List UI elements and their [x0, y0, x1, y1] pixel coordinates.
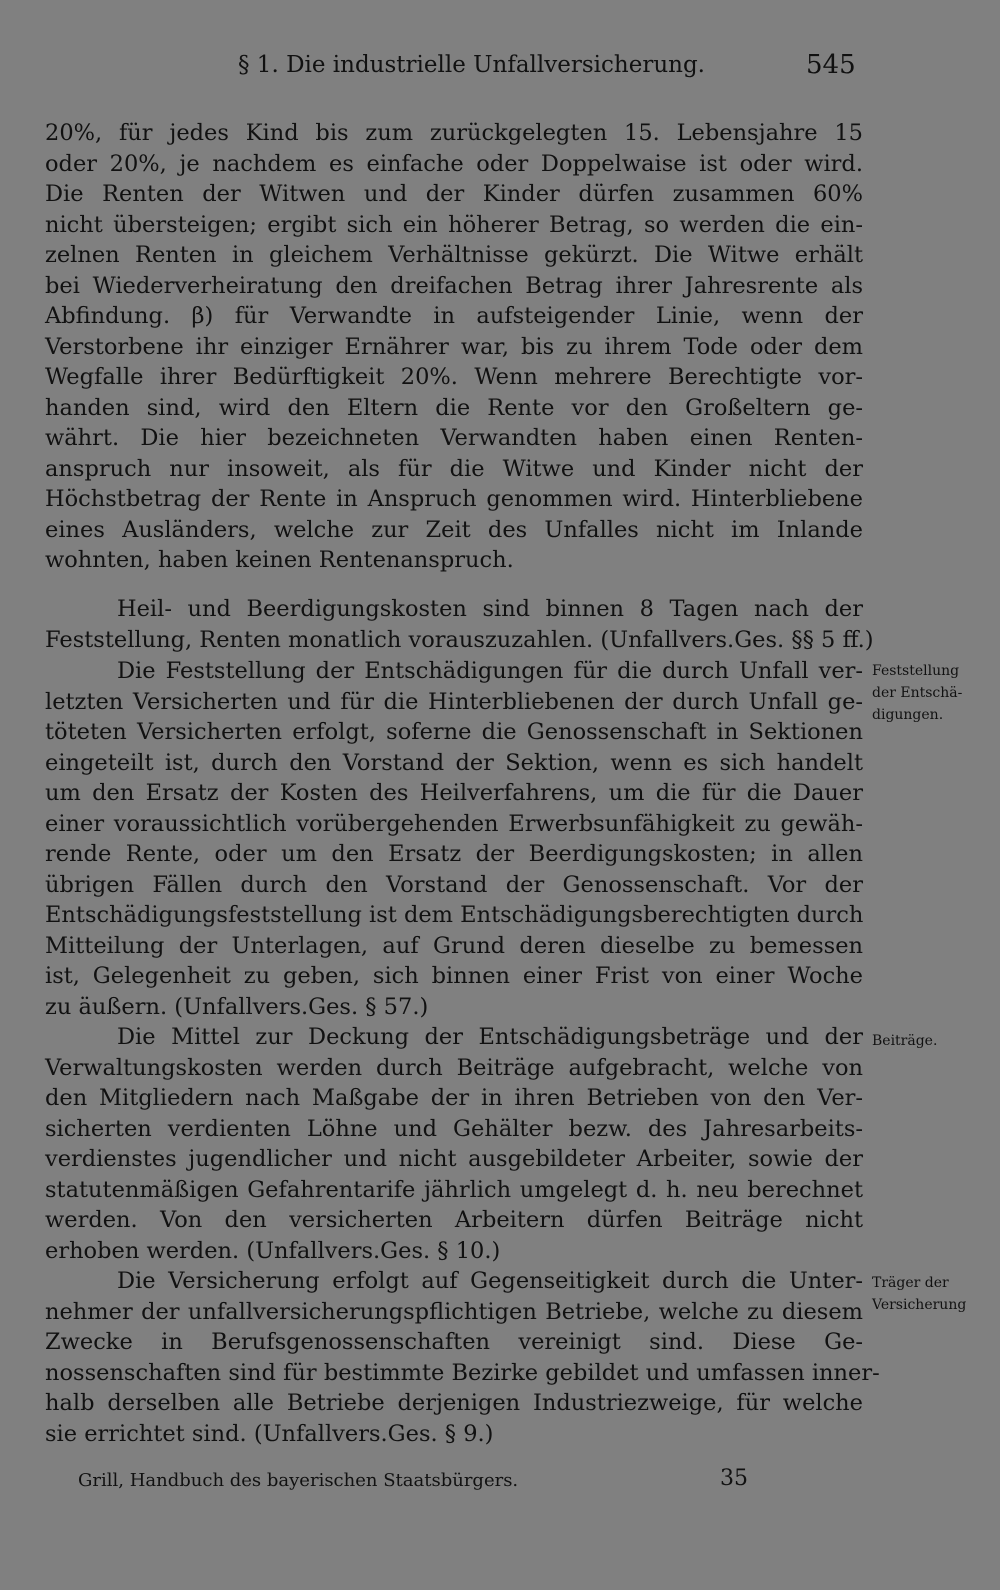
- text-line: handen sind, wird den Eltern die Rente vor den Großeltern ge-: [45, 394, 863, 421]
- running-header: § 1. Die industrielle Unfallversicherung.: [238, 52, 705, 78]
- text-line: letzten Versicherten und für die Hinterbliebenen der durch Unfall ge-: [45, 688, 863, 715]
- text-line: nicht übersteigen; ergibt sich ein höherer Betrag, so werden die ein-: [45, 211, 863, 238]
- margin-note-line: der Entschä-: [872, 685, 963, 701]
- text-line: rende Rente, oder um den Ersatz der Beerdigungskosten; in allen: [45, 841, 863, 867]
- text-line: werden. Von den versicherten Arbeitern dürfen Beiträge nicht: [45, 1207, 863, 1233]
- text-line: den Mitgliedern nach Maßgabe der in ihren Betrieben von den Ver-: [45, 1085, 863, 1111]
- text-line: Die Feststellung der Entschädigungen für die durch Unfall ver-: [117, 658, 863, 684]
- paragraph-insurance-carriers: [45, 1266, 880, 1449]
- text-line: Feststellung, Renten monatlich vorauszuzahlen. (Unfallvers.Ges. §§ 5 ff.): [45, 626, 874, 653]
- paragraph-determination-of-compensation: [45, 656, 863, 1022]
- text-line: zelnen Renten in gleichem Verhältnisse gekürzt. Die Witwe erhält: [45, 242, 863, 268]
- text-line: Verstorbene ihr einziger Ernährer war, bis zu ihrem Tode oder dem: [45, 333, 863, 360]
- text-line: statutenmäßigen Gefahrentarife jährlich umgelegt d. h. neu berechnet: [45, 1176, 863, 1203]
- footer-book-title: Grill, Handbuch des bayerischen Staatsbürgers.: [78, 1470, 519, 1491]
- paragraph-contributions: [45, 1022, 863, 1266]
- text-line: sie errichtet sind. (Unfallvers.Ges. § 9.): [45, 1420, 494, 1447]
- text-line: einer voraussichtlich vorübergehenden Erwerbsunfähigkeit zu gewäh-: [45, 810, 863, 837]
- text-line: Die Versicherung erfolgt auf Gegenseitigkeit durch die Unter-: [117, 1268, 863, 1294]
- page-number: 545: [806, 50, 856, 80]
- text-line: verdienstes jugendlicher und nicht ausgebildeter Arbeiter, sowie der: [45, 1146, 863, 1172]
- text-line: Die Mittel zur Deckung der Entschädigungsbeträge und der: [117, 1024, 863, 1050]
- text-line: Zwecke in Berufsgenossenschaften vereinigt sind. Diese Ge-: [45, 1329, 863, 1355]
- text-line: währt. Die hier bezeichneten Verwandten haben einen Renten-: [45, 425, 863, 451]
- text-line: zu äußern. (Unfallvers.Ges. § 57.): [45, 993, 429, 1020]
- text-line: sicherten verdienten Löhne und Gehälter bezw. des Jahresarbeits-: [45, 1115, 863, 1142]
- text-line: töteten Versicherten erfolgt, soferne die Genossenschaft in Sektionen: [45, 719, 863, 745]
- margin-note-line: Feststellung: [872, 663, 960, 679]
- text-line: bei Wiederverheiratung den dreifachen Betrag ihrer Jahresrente als: [45, 272, 863, 299]
- margin-note-determination: [872, 660, 997, 726]
- text-line: Entschädigungsfeststellung ist dem Entschädigungsberechtigten durch: [45, 902, 864, 928]
- margin-note-line: Versicherung: [872, 1297, 967, 1313]
- text-line: halb derselben alle Betriebe derjenigen Industriezweige, für welche: [45, 1390, 863, 1416]
- text-line: übrigen Fällen durch den Vorstand der Genossenschaft. Vor der: [45, 871, 863, 898]
- text-line: nehmer der unfallversicherungspflichtigen Betriebe, welche zu diesem: [45, 1298, 863, 1325]
- text-line: anspruch nur insoweit, als für die Witwe und Kinder nicht der: [45, 455, 863, 482]
- text-line: eines Ausländers, welche zur Zeit des Unfalles nicht im Inlande: [45, 516, 863, 543]
- text-line: um den Ersatz der Kosten des Heilverfahrens, um die für die Dauer: [45, 780, 863, 806]
- text-line: oder 20%, je nachdem es einfache oder Doppelwaise ist oder wird.: [45, 150, 863, 177]
- text-line: wohnten, haben keinen Rentenanspruch.: [45, 547, 514, 573]
- text-line: eingeteilt ist, durch den Vorstand der Sektion, wenn es sich handelt: [45, 749, 863, 776]
- text-line: Abfindung. β) für Verwandte in aufsteigender Linie, wenn der: [45, 303, 863, 329]
- paragraph-payment-terms: [45, 594, 874, 655]
- margin-note-line: Träger der: [872, 1275, 949, 1291]
- text-line: Höchstbetrag der Rente in Anspruch genommen wird. Hinterbliebene: [45, 486, 863, 512]
- margin-note-line: Beiträge.: [872, 1033, 938, 1049]
- text-line: 20%, für jedes Kind bis zum zurückgelegten 15. Lebensjahre 15: [45, 120, 863, 146]
- text-line: Verwaltungskosten werden durch Beiträge aufgebracht, welche von: [45, 1054, 863, 1081]
- paragraph-survivor-pensions: [45, 118, 863, 576]
- text-line: Wegfalle ihrer Bedürftigkeit 20%. Wenn mehrere Berechtigte vor-: [45, 364, 863, 390]
- footer-signature-mark: 35: [720, 1466, 748, 1491]
- margin-note-line: digungen.: [872, 707, 944, 723]
- text-line: nossenschaften sind für bestimmte Bezirke gebildet und umfassen inner-: [45, 1359, 880, 1386]
- margin-note-contributions: [872, 1030, 997, 1052]
- text-line: ist, Gelegenheit zu geben, sich binnen einer Frist von einer Woche: [45, 963, 863, 989]
- text-line: Mitteilung der Unterlagen, auf Grund deren dieselbe zu bemessen: [45, 932, 863, 959]
- margin-note-carriers: [872, 1272, 997, 1316]
- text-line: Heil- und Beerdigungskosten sind binnen 8 Tagen nach der: [117, 596, 863, 622]
- text-line: Die Renten der Witwen und der Kinder dürfen zusammen 60%: [45, 181, 863, 207]
- text-line: erhoben werden. (Unfallvers.Ges. § 10.): [45, 1237, 501, 1264]
